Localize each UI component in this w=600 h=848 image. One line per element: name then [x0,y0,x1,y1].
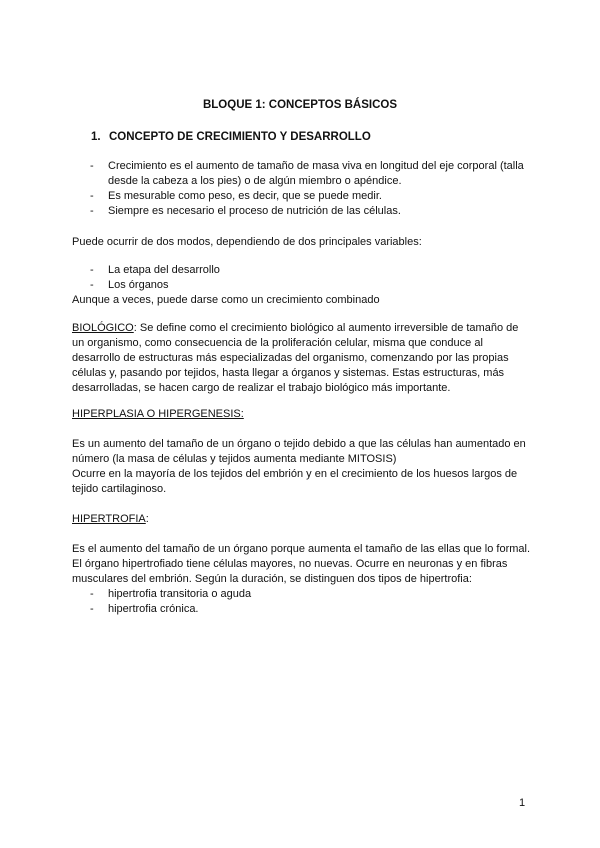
modes-list [72,263,532,293]
combined-note: Aunque a veces, puede darse como un crecimiento combinado [72,294,380,306]
biologico-text: : Se define como el crecimiento biológico al aumento irreversible de tamaño de un organismo, como consecuencia de la proliferación celular, misma que conduce al desarrollo de estructuras más especializadas del organismo, comenzando por las propias células y, pasando por tejidos, hasta llegar a órganos y sistemas. Estas estructuras, más desarrolladas, se hacen cargo de realizar el trabajo biológico más importante. [72,322,519,394]
page-title: BLOQUE 1: CONCEPTOS BÁSICOS [202,99,398,111]
list-item: - La etapa del desarrollo [72,263,532,278]
list-item: - Es mesurable como peso, es decir, que se puede medir. [72,189,532,204]
definition-list [72,159,532,219]
list-item: - Siempre es necesario el proceso de nutrición de las células. [72,204,532,219]
hiperplasia-paragraph-1: Es un aumento del tamaño de un órgano o tejido debido a que las células han aumentado en número (la masa de células y tejidos aumenta mediante MITOSIS) [72,438,526,465]
list-item: - Crecimiento es el aumento de tamaño de masa viva en longitud del eje corporal (talla desde la cabeza a los pies) o de algún miembro o apéndice. [72,159,532,189]
list-item: - hipertrofia crónica. [72,602,532,617]
list-item: - hipertrofia transitoria o aguda [72,587,532,602]
section-heading [91,131,371,143]
list-item: - Los órganos [72,278,532,293]
hiperplasia-heading: HIPERPLASIA O HIPERGENESIS: [72,408,244,420]
biologico-term: BIOLÓGICO [72,322,134,334]
hipertrofia-heading: HIPERTROFIA: [72,513,149,525]
hipertrofia-paragraph: Es el aumento del tamaño de un órgano porque aumenta el tamaño de las ellas que lo formal. El órgano hipertrofiado tiene células mayores, no nuevas. Ocurre en neuronas y en fibras musculares del embrión. Según la duración, se distinguen dos tipos de hipertrofia: [72,543,531,585]
hiperplasia-paragraph-2: Ocurre en la mayoría de los tejidos del embrión y en el crecimiento de los huesos largos de tejido cartilaginoso. [72,468,518,495]
section-heading-text: CONCEPTO DE CRECIMIENTO Y DESARROLLO [109,131,371,143]
section-number: 1. [91,131,101,143]
hiperplasia-body [72,437,532,497]
hipertrofia-body [72,542,532,617]
intro-paragraph: Puede ocurrir de dos modos, dependiendo de dos principales variables: [72,236,422,248]
biologico-paragraph [72,321,532,396]
page-number: 1 [519,797,526,809]
